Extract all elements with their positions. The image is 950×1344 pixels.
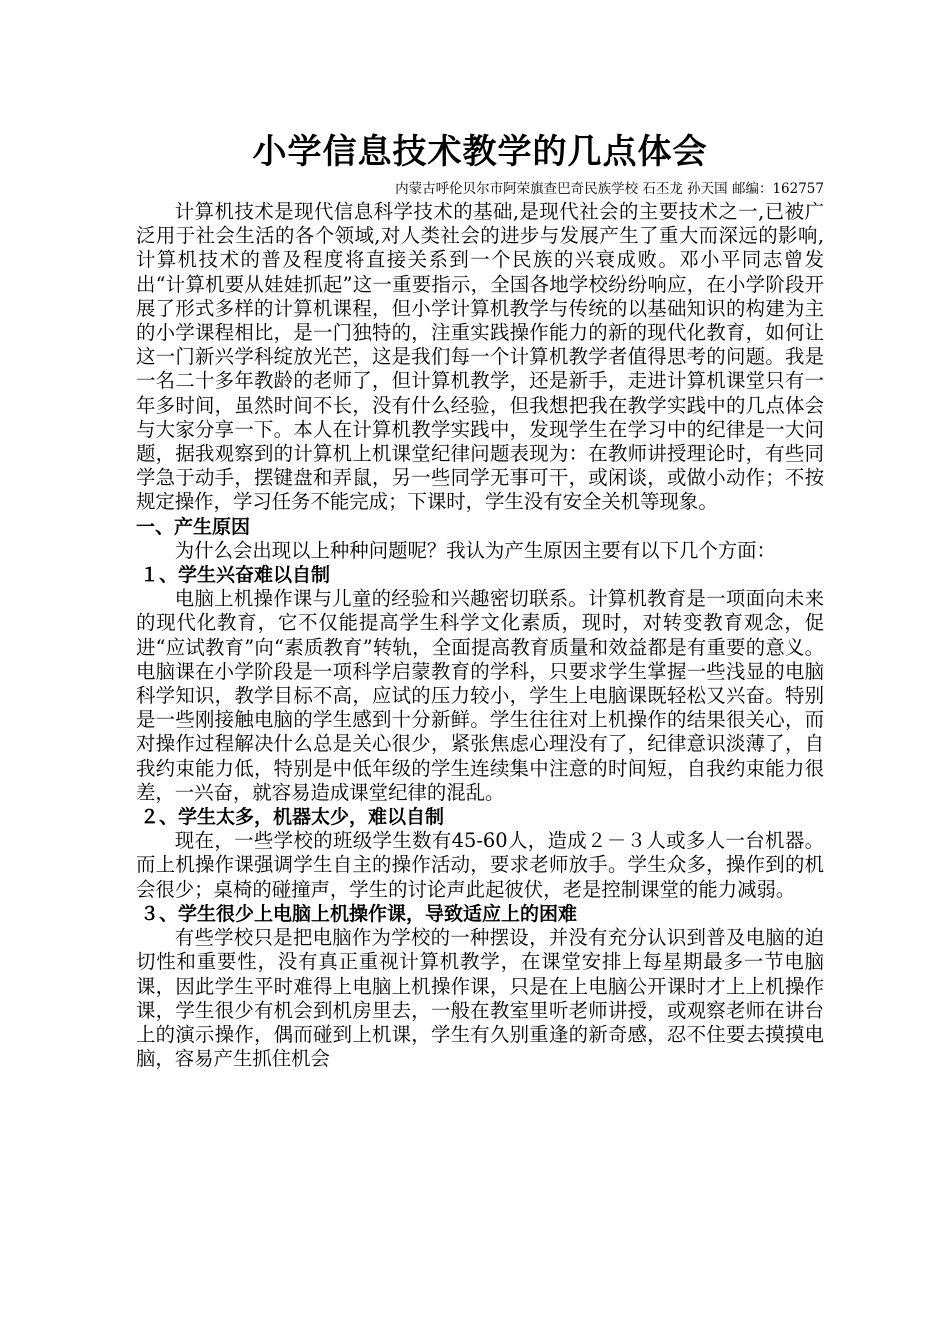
intro-paragraph: 计算机技术是现代信息科学技术的基础,是现代社会的主要技术之一,已被广泛用于社会生活的各个领域,对人类社会的进步与发展产生了重大而深远的影响,计算机技术的普及程度将直接关系到一个民族的兴衰成败。邓小平同志曾发出“计算机要从娃娃抓起”这一重要指示，全国各地学校纷纷响应，在小学阶段开展了形式多样的计算机课程，但小学计算机教学与传统的以基础知识的构建为主的小学课程相比，是一门独特的，注重实践操作能力的新的现代化教育，如何让这一门新兴学科绽放光芒，这是我们每一个计算机教学者值得思考的问题。我是一名二十多年教龄的老师了，但计算机教学，还是新手，走进计算机课堂只有一年多时间，虽然时间不长，没有什么经验，但我想把我在教学实践中的几点体会与大家分享一下。本人在计算机教学实践中，发现学生在学习中的纪律是一大问题，据我观察到的计算机上机课堂纪律问题表现为：在教师讲授理论时，有些同学急于动手，摆键盘和弄鼠，另一些同学无事可干，或闲谈，或做小动作；不按规定操作，学习任务不能完成；下课时，学生没有安全关机等现象。 bbox=[136, 200, 824, 514]
subheading-too-many-students: ２、学生太多，机器太少，难以自制 bbox=[140, 806, 445, 829]
author-byline: 内蒙古呼伦贝尔市阿荣旗查巴奇民族学校 石丕龙 孙天国 邮编：162757 bbox=[395, 181, 824, 197]
subheading-few-lab-classes: ３、学生很少上电脑上机操作课，导致适应上的困难 bbox=[140, 902, 578, 925]
page-title: 小学信息技术教学的几点体会 bbox=[252, 132, 708, 172]
paragraph-excitement: 电脑上机操作课与儿童的经验和兴趣密切联系。计算机教育是一项面向未来的现代化教育，它不仅能提高学生科学文化素质，现时，对转变教育观念，促进“应试教育”向“素质教育”转轨，全面提高教育质量和效益都是有重要的意义。电脑课在小学阶段是一项科学启蒙教育的学科，只要求学生掌握一些浅显的电脑科学知识，教学目标不高，应试的压力较小，学生上电脑课既轻松又兴奋。特别是一些刚接触电脑的学生感到十分新鲜。学生往往对上机操作的结果很关心，而对操作过程解决什么总是关心很少，紧张焦虑心理没有了，纪律意识淡薄了，自我约束能力低，特别是中低年级的学生连续集中注意的时间短，自我约束能力很差，一兴奋，就容易造成课堂纪律的混乱。 bbox=[136, 587, 824, 804]
section-heading-causes: 一、产生原因 bbox=[136, 515, 251, 538]
subheading-excitement: １、学生兴奋难以自制 bbox=[140, 564, 331, 587]
document-page bbox=[136, 126, 824, 1071]
paragraph-too-many-students: 现在，一些学校的班级学生数有45-60人，造成２－３人或多人一台机器。而上机操作课强调学生自主的操作活动，要求老师放手。学生众多，操作到的机会很少；桌椅的碰撞声，学生的讨论声此起彼伏，老是控制课堂的能力减弱。 bbox=[136, 829, 824, 901]
paragraph-few-lab-classes: 有些学校只是把电脑作为学校的一种摆设，并没有充分认识到普及电脑的迫切性和重要性，没有真正重视计算机教学，在课堂安排上每星期最多一节电脑课，因此学生平时难得上电脑上机操作课，只是在上电脑公开课时才上上机操作课，学生很少有机会到机房里去，一般在教室里听老师讲授，或观察老师在讲台上的演示操作，偶而碰到上机课，学生有久别重逢的新奇感，忍不住要去摸摸电脑，容易产生抓住机会 bbox=[136, 926, 824, 1071]
section-intro-paragraph: 为什么会出现以上种种问题呢？我认为产生原因主要有以下几个方面： bbox=[174, 538, 776, 562]
